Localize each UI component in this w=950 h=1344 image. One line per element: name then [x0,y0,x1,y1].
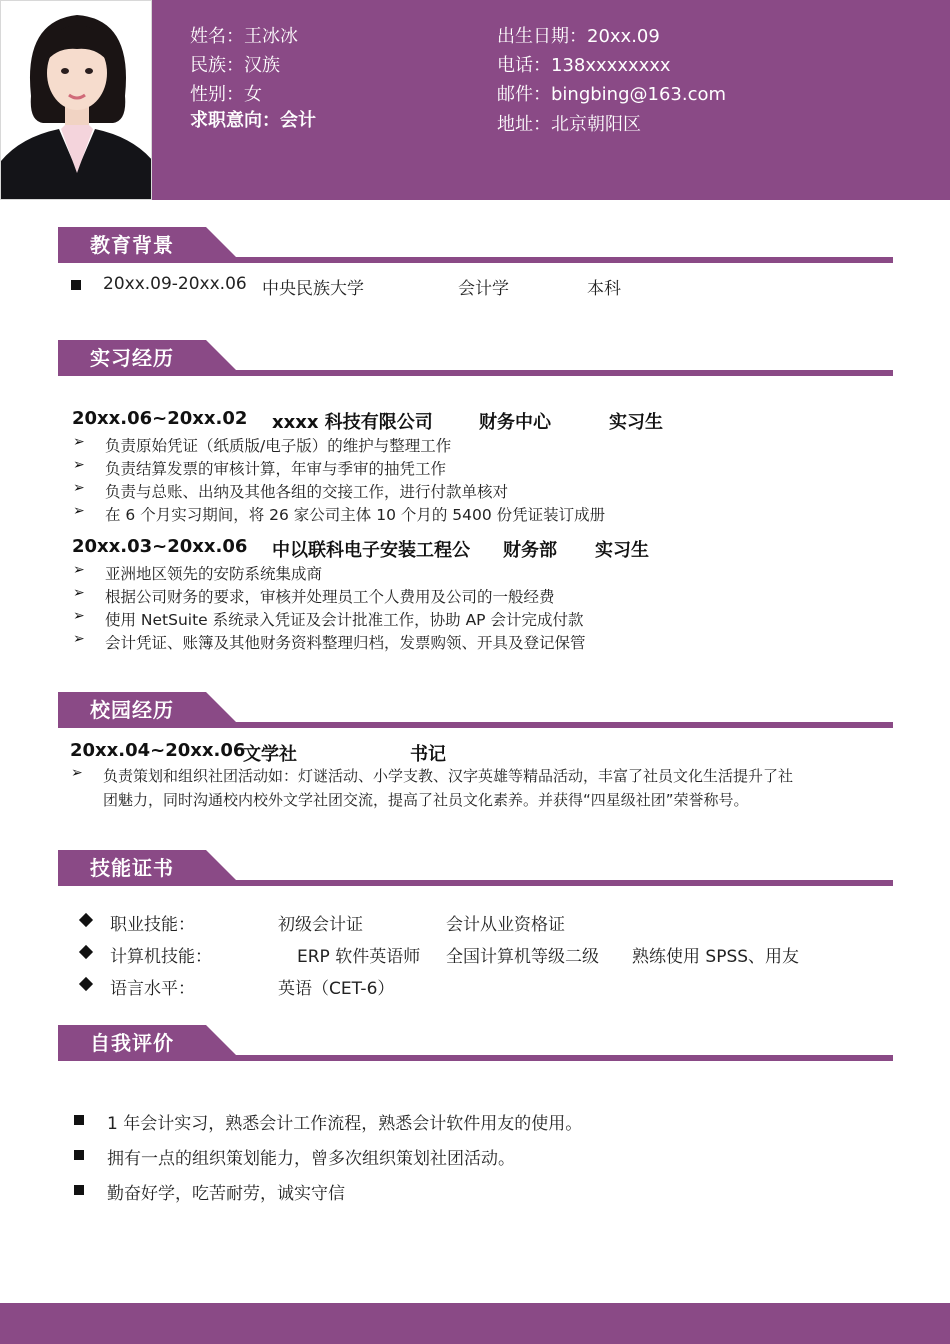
skill-label: 职业技能： [110,915,195,935]
self-item: 勤奋好学，吃苦耐劳，诚实守信 [107,1184,345,1204]
section-internship-header [58,340,893,376]
section-ribbon [58,340,893,376]
duty-item: 负责原始凭证（纸质版/电子版）的维护与整理工作 [105,437,452,455]
phone-text: 电话：138xxxxxxxx [497,55,671,76]
diamond-bullet-icon [79,913,93,927]
name-text: 姓名：王冰冰 [190,26,298,47]
square-bullet-icon [74,1150,84,1160]
skill-value: 英语（CET-6） [278,979,395,999]
square-bullet-icon [74,1115,84,1125]
profile-left-column [190,22,470,132]
square-bullet-icon [74,1185,84,1195]
arrow-bullet-icon: ➢ [73,631,85,647]
section-ribbon [58,692,893,728]
objective-text: 求职意向：会计 [190,110,316,131]
birth-text: 出生日期：20xx.09 [497,26,660,47]
footer-bar [0,1303,950,1344]
education-degree: 本科 [587,279,621,299]
profile-photo [0,0,152,200]
duty-item: 负责结算发票的审核计算，年审与季审的抽凭工作 [105,460,447,478]
education-period: 20xx.09-20xx.06 [103,274,247,294]
gender-text: 性别：女 [190,84,262,105]
skill-value: ERP 软件英语师 [297,947,421,967]
section-title: 实习经历 [90,346,174,370]
section-ribbon [58,227,893,263]
campus-org: 文学社 [243,744,297,765]
job-dept: 财务中心 [479,412,551,433]
section-education-header [58,227,893,263]
portrait-illustration [1,1,152,200]
ethnicity-text: 民族：汉族 [190,55,280,76]
arrow-bullet-icon: ➢ [73,503,85,519]
campus-desc-line: 负责策划和组织社团活动如：灯谜活动、小学支教、汉字英雄等精品活动，丰富了社员文化生活提升了社 [103,767,794,785]
arrow-bullet-icon: ➢ [73,480,85,496]
email-text: 邮件：bingbing@163.com [497,84,727,105]
skill-value: 初级会计证 [278,915,363,935]
duty-item: 在 6 个月实习期间，将 26 家公司主体 10 个月的 5400 份凭证装订成册 [105,506,606,524]
arrow-bullet-icon: ➢ [71,765,83,781]
duty-item: 负责与总账、出纳及其他各组的交接工作，进行付款单核对 [105,483,509,501]
education-major: 会计学 [458,279,509,299]
section-title: 教育背景 [90,233,174,257]
self-item: 拥有一点的组织策划能力，曾多次组织策划社团活动。 [107,1149,515,1169]
section-ribbon [58,1025,893,1061]
job-role: 实习生 [609,412,663,433]
section-campus-header [58,692,893,728]
section-title: 自我评价 [90,1031,174,1055]
section-title: 校园经历 [90,698,174,722]
self-item: 1 年会计实习，熟悉会计工作流程，熟悉会计软件用友的使用。 [107,1114,583,1134]
arrow-bullet-icon: ➢ [73,585,85,601]
section-title: 技能证书 [90,856,174,880]
duty-item: 根据公司财务的要求，审核并处理员工个人费用及公司的一般经费 [105,588,555,606]
arrow-bullet-icon: ➢ [73,608,85,624]
skill-label: 计算机技能： [110,947,212,967]
education-school: 中央民族大学 [262,279,364,299]
campus-period: 20xx.04~20xx.06 [70,740,246,761]
arrow-bullet-icon: ➢ [73,434,85,450]
job-dept: 财务部 [503,540,557,561]
skill-value: 会计从业资格证 [446,915,565,935]
profile-right-column [497,22,797,142]
arrow-bullet-icon: ➢ [73,562,85,578]
duty-item: 使用 NetSuite 系统录入凭证及会计批准工作，协助 AP 会计完成付款 [105,611,584,629]
diamond-bullet-icon [79,977,93,991]
job-period: 20xx.03~20xx.06 [72,536,248,557]
address-text: 地址：北京朝阳区 [497,114,641,135]
square-bullet-icon [71,280,81,290]
diamond-bullet-icon [79,945,93,959]
skill-label: 语言水平： [110,979,195,999]
campus-role: 书记 [410,744,446,765]
skill-value: 全国计算机等级二级 [446,947,599,967]
skill-value: 熟练使用 SPSS、用友 [632,947,800,967]
duty-item: 亚洲地区领先的安防系统集成商 [105,565,323,583]
campus-desc-line: 团魅力，同时沟通校内校外文学社团交流，提高了社员文化素养。并获得“四星级社团”荣誉称号。 [103,791,749,809]
job-company: 中以联科电子安装工程公 [272,540,470,561]
job-period: 20xx.06~20xx.02 [72,408,248,429]
arrow-bullet-icon: ➢ [73,457,85,473]
section-skills-header [58,850,893,886]
job-role: 实习生 [595,540,649,561]
job-company: xxxx 科技有限公司 [272,412,433,433]
section-self-header [58,1025,893,1061]
duty-item: 会计凭证、账簿及其他财务资料整理归档，发票购领、开具及登记保管 [105,634,586,652]
section-ribbon [58,850,893,886]
